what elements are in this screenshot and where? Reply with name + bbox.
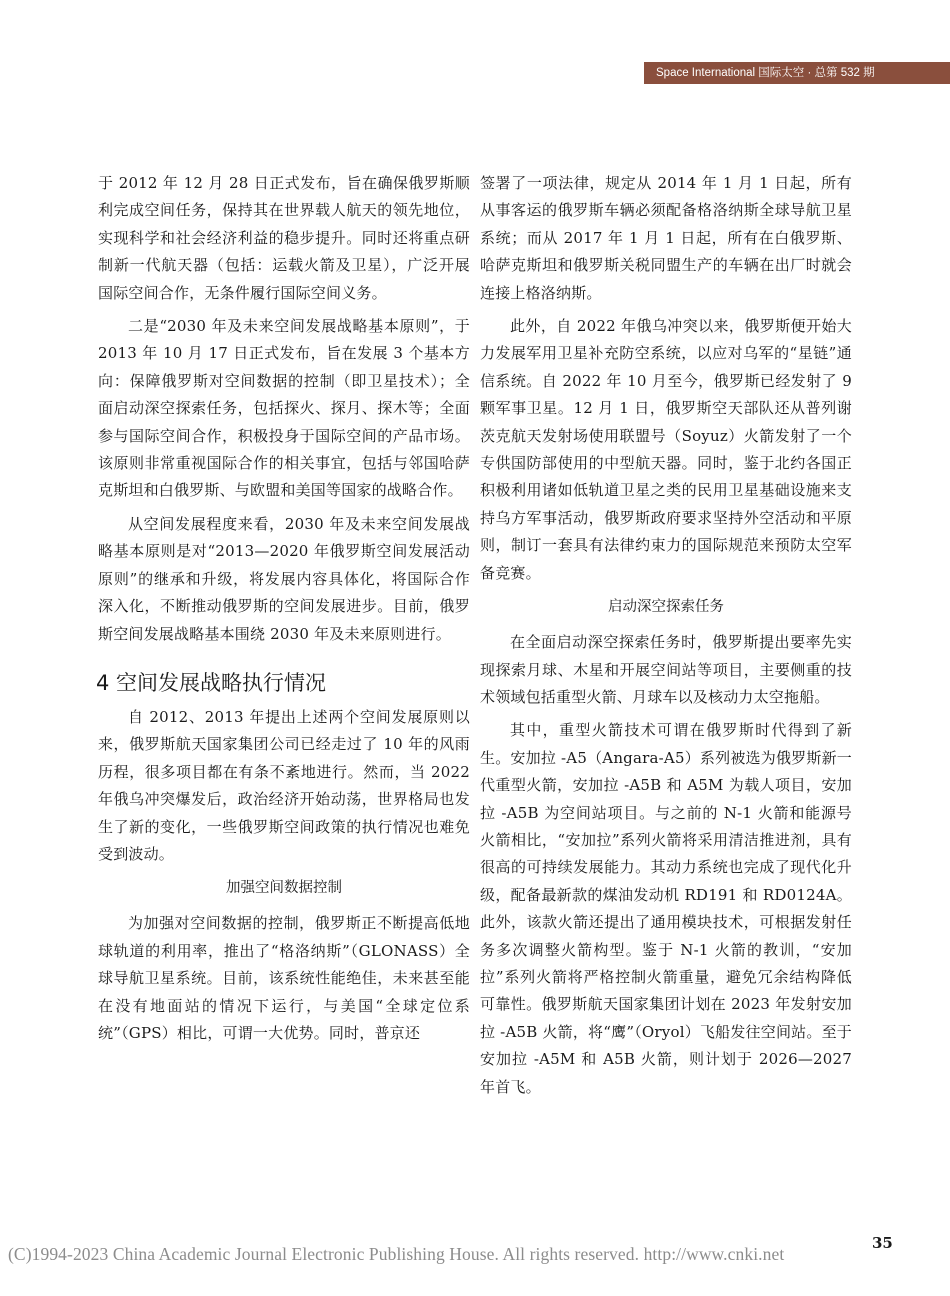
- paragraph: 在全面启动深空探索任务时，俄罗斯提出要率先实现探索月球、木星和开展空间站等项目，主要侧重的技术领域包括重型火箭、月球车以及核动力太空拖船。: [480, 633, 852, 706]
- page-number: 35: [872, 1234, 893, 1252]
- left-column: [98, 170, 470, 1047]
- section-title: 4 空间发展战略执行情况: [96, 670, 327, 695]
- paragraph: 从空间发展程度来看，2030 年及未来空间发展战略基本原则是对“2013—2020 年俄罗斯空间发展活动原则”的继承和升级，将发展内容具体化，将国际合作深入化，不断推动俄罗斯的空间发展进步。目前，俄罗斯空间发展战略基本围绕 2030 年及未来原则进行。: [98, 514, 470, 643]
- subsection-heading: 启动深空探索任务: [608, 599, 724, 616]
- paragraph: 此外，自 2022 年俄乌冲突以来，俄罗斯便开始大力发展军用卫星补充防空系统，以应对乌军的“星链”通信系统。自 2022 年 10 月至今，俄罗斯已经发射了 9 颗军事卫星。12 月 1 日，俄罗斯空天部队还从普列谢茨克航天发射场使用联盟号（Soyuz）火箭发射了一个专供国防部使用的中型航天器。同时，鉴于北约各国正积极利用诸如低轨道卫星之类的民用卫星基础设施来支持乌方军事活动，俄罗斯政府要求坚持外空活动和平原则，制订一套具有法律约束力的国际规范来预防太空军备竞赛。: [480, 317, 852, 582]
- subsection-heading: 加强空间数据控制: [226, 880, 342, 897]
- paragraph: 自 2012、2013 年提出上述两个空间发展原则以来，俄罗斯航天国家集团公司已经走过了 10 年的风雨历程，很多项目都在有条不紊地进行。然而，当 2022 年俄乌冲突爆发后，政治经济开始动荡，世界格局也发生了新的变化，一些俄罗斯空间政策的执行情况也难免受到波动。: [98, 707, 470, 863]
- paragraph: 为加强对空间数据的控制，俄罗斯正不断提高低地球轨道的利用率，推出了“格洛纳斯”（GLONASS）全球导航卫星系统。目前，该系统性能绝佳，未来甚至能在没有地面站的情况下运行，与美国“全球定位系统”（GPS）相比，可谓一大优势。同时，普京还: [98, 914, 470, 1042]
- copyright-notice: (C)1994-2023 China Academic Journal Electronic Publishing House. All rights reserved. http://www.cnki.net: [8, 1244, 785, 1264]
- paragraph: 签署了一项法律，规定从 2014 年 1 月 1 日起，所有从事客运的俄罗斯车辆必须配备格洛纳斯全球导航卫星系统；而从 2017 年 1 月 1 日起，所有在白俄罗斯、哈萨克斯坦和俄罗斯关税同盟生产的车辆在出厂时就会连接上格洛纳斯。: [480, 174, 852, 302]
- journal-header: Space International 国际太空 · 总第 532 期: [644, 62, 950, 84]
- paragraph: 于 2012 年 12 月 28 日正式发布，旨在确保俄罗斯顺利完成空间任务，保持其在世界载人航天的领先地位，实现科学和社会经济利益的稳步提升。同时还将重点研制新一代航天器（包括：运载火箭及卫星），广泛开展国际空间合作，无条件履行国际空间义务。: [98, 174, 470, 302]
- paragraph: 二是“2030 年及未来空间发展战略基本原则”，于 2013 年 10 月 17 日正式发布，旨在发展 3 个基本方向：保障俄罗斯对空间数据的控制（即卫星技术）；全面启动深空探索任务，包括探火、探月、探木等；全面参与国际空间合作，积极投身于国际空间的产品市场。该原则非常重视国际合作的相关事宜，包括与邻国哈萨克斯坦和白俄罗斯、与欧盟和美国等国家的战略合作。: [98, 317, 470, 500]
- paragraph: 其中，重型火箭技术可谓在俄罗斯时代得到了新生。安加拉 -A5（Angara-A5）系列被选为俄罗斯新一代重型火箭，安加拉 -A5B 和 A5M 为载人项目，安加拉 -A5B 为空间站项目。与之前的 N-1 火箭和能源号火箭相比，“安加拉”系列火箭将采用清洁推进剂，具有很高的可持续发展能力。其动力系统也完成了现代化升级，配备最新款的煤油发动机 RD191 和 RD0124A。此外，该款火箭还提出了通用模块技术，可根据发射任务多次调整火箭构型。鉴于 N-1 火箭的教训，“安加拉”系列火箭将严格控制火箭重量，避免冗余结构降低可靠性。俄罗斯航天国家集团计划在 2023 年发射安加拉 -A5B 火箭，将“鹰”（Oryol）飞船发往空间站。至于安加拉 -A5M 和 A5B 火箭，则计划于 2026—2027 年首飞。: [480, 721, 852, 1096]
- right-column: [480, 170, 852, 1101]
